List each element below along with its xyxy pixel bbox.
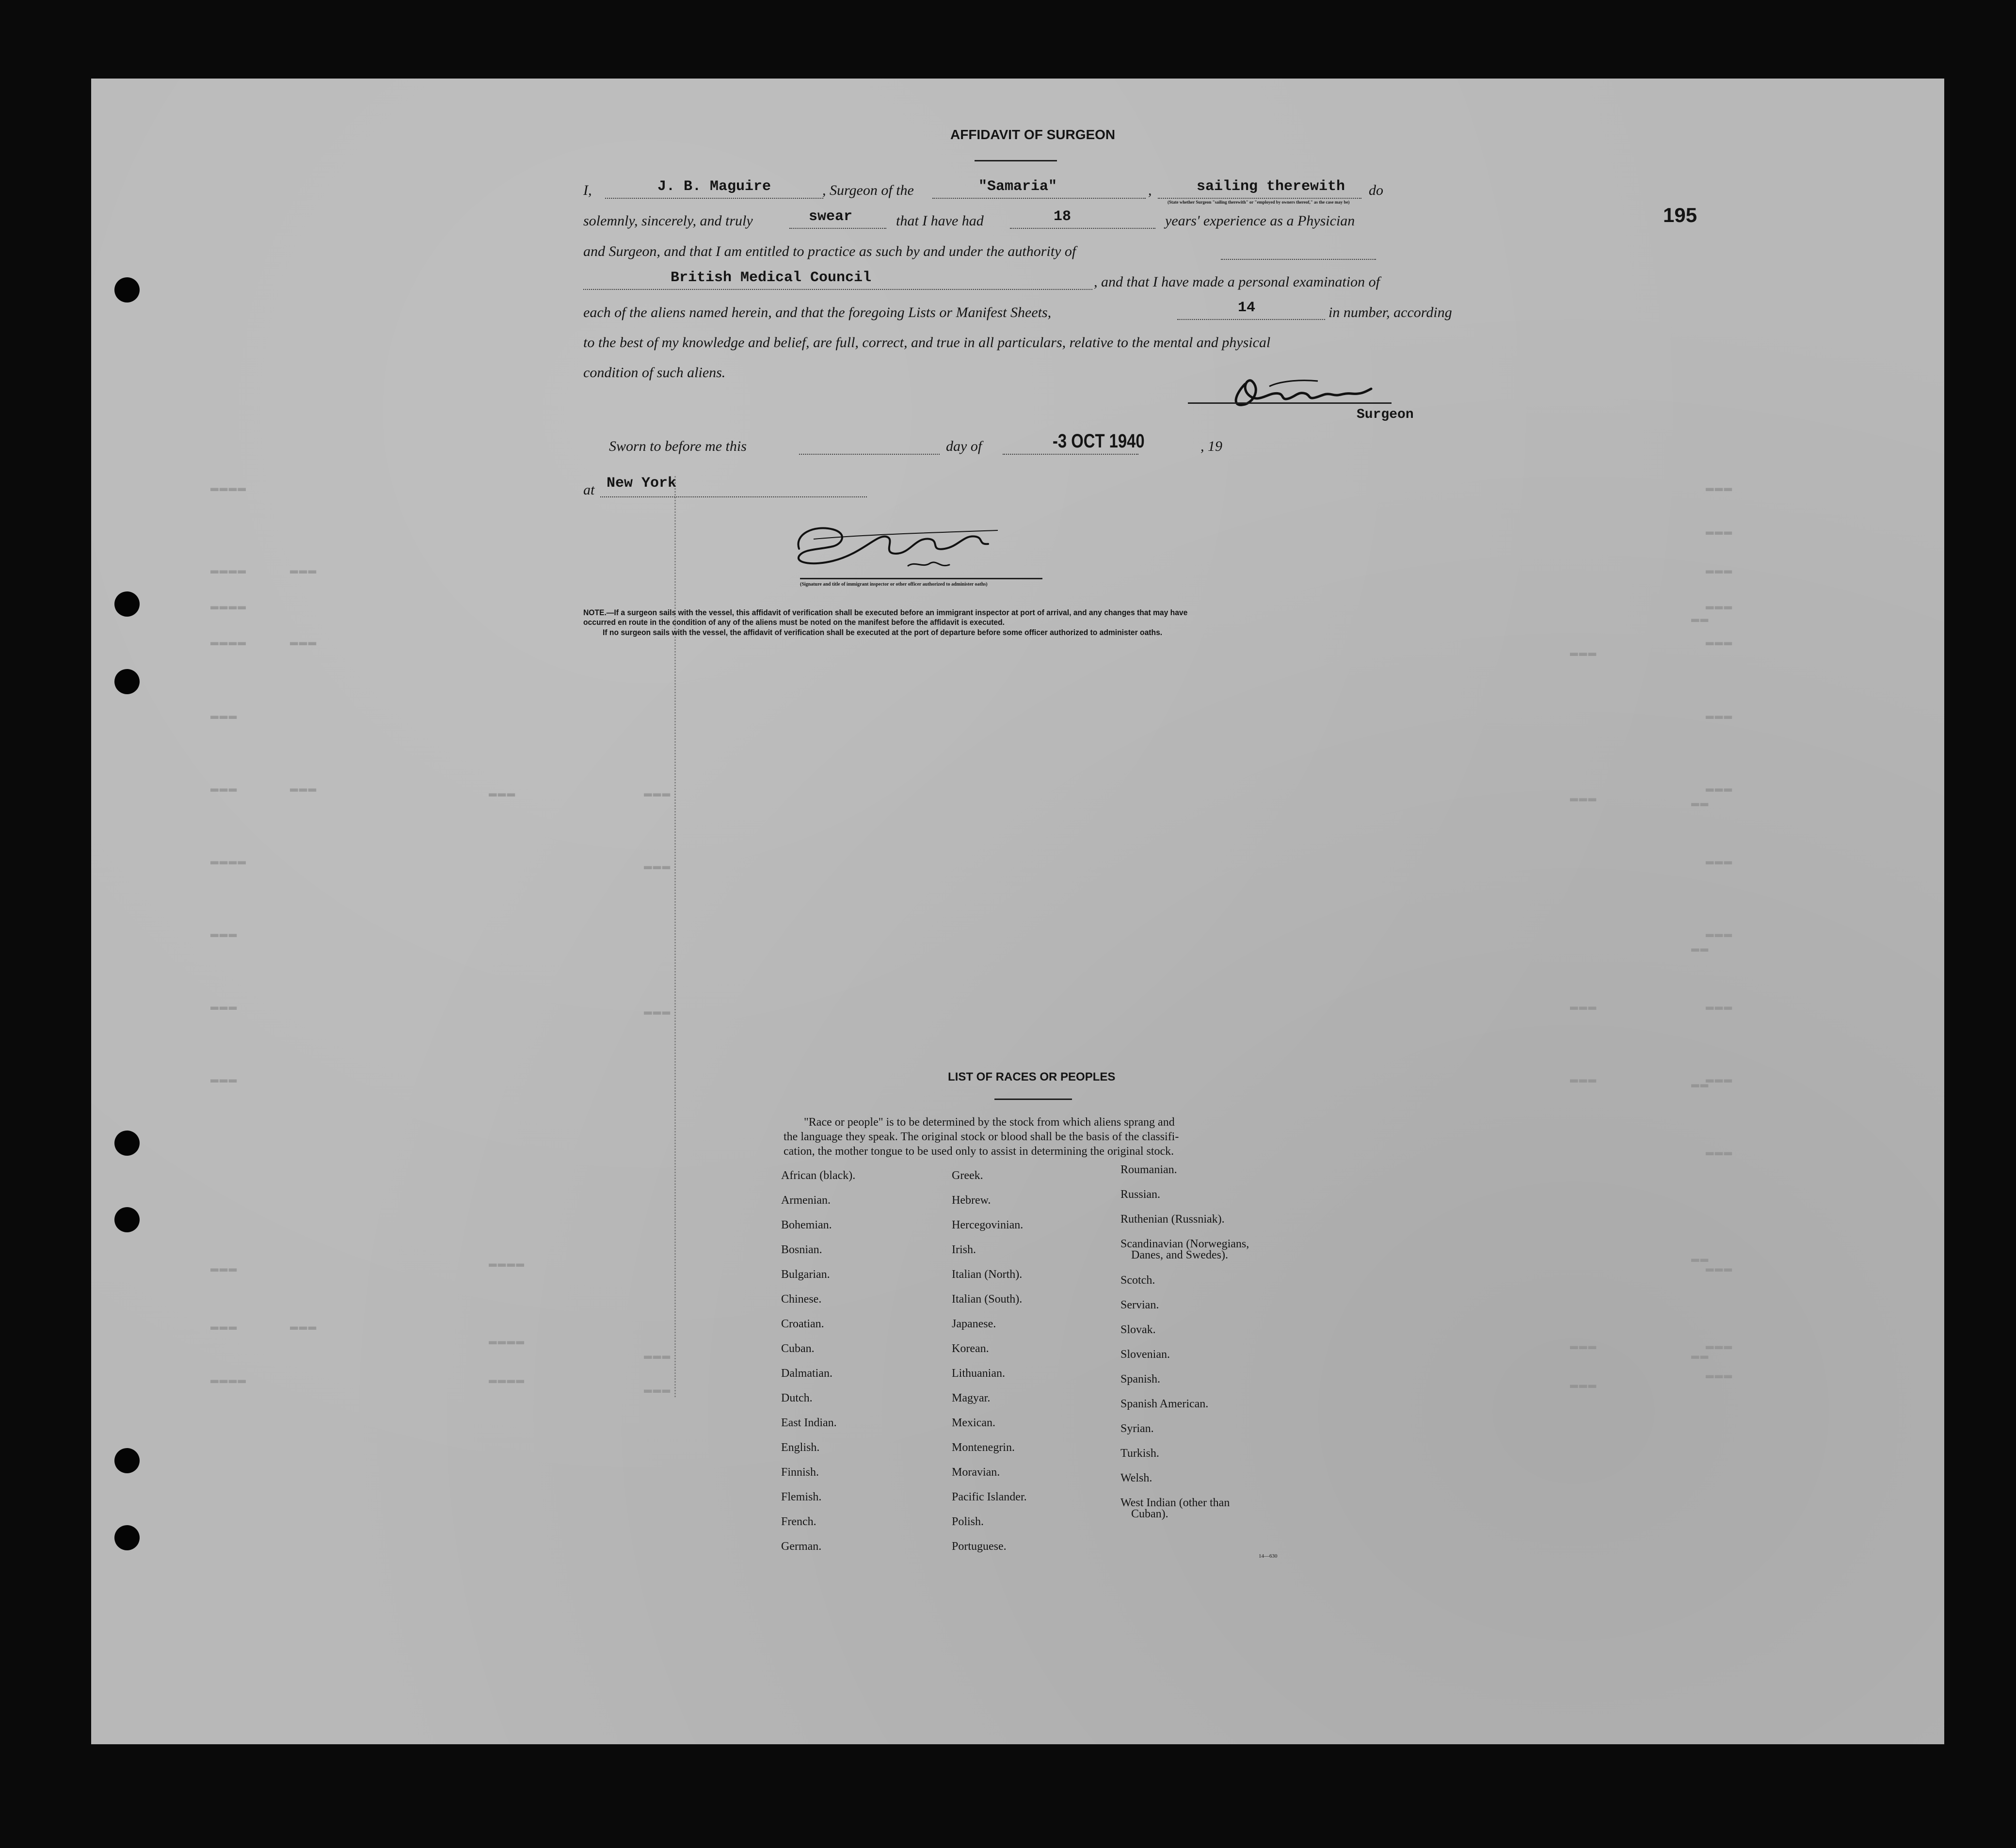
sailing-mode-field: sailing therewith bbox=[1197, 178, 1345, 195]
races-title-rule bbox=[994, 1099, 1072, 1100]
knowledge-statement: to the best of my knowledge and belief, are full, correct, and true in all particulars, relative to the mental and physical bbox=[583, 335, 1271, 350]
race-item: Russian. bbox=[1120, 1188, 1161, 1201]
sworn-label: Sworn to before me this bbox=[609, 438, 747, 454]
race-item: Bosnian. bbox=[781, 1243, 822, 1256]
race-item: Magyar. bbox=[952, 1392, 991, 1404]
race-item: German. bbox=[781, 1540, 822, 1553]
years-field: 18 bbox=[1054, 208, 1072, 225]
race-item: Flemish. bbox=[781, 1491, 822, 1503]
race-item: Welsh. bbox=[1120, 1472, 1152, 1484]
race-item: Polish. bbox=[952, 1515, 984, 1528]
race-item: Pacific Islander. bbox=[952, 1491, 1027, 1503]
race-item: Cuban. bbox=[781, 1342, 815, 1355]
page-number: 195 bbox=[1663, 204, 1697, 226]
surgeon-label: Surgeon bbox=[1357, 407, 1414, 422]
races-intro-line-1: "Race or people" is to be determined by the stock from which aliens sprang and bbox=[804, 1116, 1175, 1129]
race-item: Hebrew. bbox=[952, 1194, 991, 1207]
races-title: LIST OF RACES OR PEOPLES bbox=[948, 1070, 1116, 1083]
race-item: Slovenian. bbox=[1120, 1348, 1170, 1361]
race-item: Syrian. bbox=[1120, 1422, 1154, 1435]
sailing-note: (State whether Surgeon "sailing therewith" or "employed by owners thereof," as the case may be) bbox=[1168, 200, 1350, 205]
race-item: English. bbox=[781, 1441, 820, 1454]
comma-label: , bbox=[1148, 182, 1152, 198]
race-item: African (black). bbox=[781, 1169, 856, 1182]
race-item: Finnish. bbox=[781, 1466, 819, 1479]
surgeon-name-field: J. B. Maguire bbox=[657, 178, 771, 195]
race-item: Chinese. bbox=[781, 1293, 822, 1306]
have-had-label: that I have had bbox=[896, 213, 984, 229]
note-line-2: occurred en route in the condition of any of the aliens must be noted on the manifest before the affidavit is executed. bbox=[583, 618, 1005, 627]
race-item: Cuban). bbox=[1131, 1508, 1168, 1520]
race-item: French. bbox=[781, 1515, 816, 1528]
oath-field: swear bbox=[809, 208, 853, 225]
race-item: Dalmatian. bbox=[781, 1367, 832, 1380]
race-item: Armenian. bbox=[781, 1194, 831, 1207]
official-caption: (Signature and title of immigrant inspector or other officer authorized to administer oaths) bbox=[800, 582, 988, 587]
note-line-1: NOTE.—If a surgeon sails with the vessel, this affidavit of verification shall be executed before an immigrant inspector at port of arrival, and any changes that may have bbox=[583, 608, 1188, 617]
races-intro-line-3: cation, the mother tongue to be used only to assist in determining the original stock. bbox=[784, 1145, 1174, 1158]
in-number-label: in number, according bbox=[1328, 304, 1452, 320]
authority-statement: and Surgeon, and that I am entitled to practice as such by and under the authority of bbox=[583, 243, 1076, 259]
manifest-sheet bbox=[91, 79, 1944, 1744]
surgeon-of-label: , Surgeon of the bbox=[822, 182, 914, 198]
race-item: Irish. bbox=[952, 1243, 976, 1256]
condition-statement: condition of such aliens. bbox=[583, 365, 726, 381]
race-item: Slovak. bbox=[1120, 1323, 1156, 1336]
at-label: at bbox=[583, 482, 595, 498]
race-item: Dutch. bbox=[781, 1392, 813, 1404]
races-column-2 bbox=[952, 1163, 1027, 1559]
race-item: East Indian. bbox=[781, 1417, 837, 1429]
bleed-through-texture: ▬▬▬▬ ▬▬▬▬ ▬▬▬▬ ▬▬▬▬ ▬▬▬ ▬▬▬ ▬▬▬▬ ▬▬▬ ▬▬▬ ▬▬▬ ▬▬▬ ▬▬▬ ▬▬▬▬ ▬▬▬ ▬▬▬ ▬▬▬ ▬▬▬ ▬▬▬ ▬▬▬▬ ▬▬▬▬ ▬▬▬▬ ▬▬▬ ▬▬▬ ▬▬▬ ▬▬▬ ▬▬▬ ▬▬▬ ▬▬▬ ▬▬▬ ▬▬▬ ▬▬▬ ▬▬▬ ▬▬ ▬▬ ▬▬ ▬▬ ▬▬ ▬▬ ▬▬▬ ▬▬▬ ▬▬▬ ▬▬▬ ▬▬▬ ▬▬▬ ▬▬▬ ▬▬▬ ▬▬▬ ▬▬▬ ▬▬▬ ▬▬▬ ▬▬▬ ▬▬▬ ▬▬▬ bbox=[91, 79, 1944, 1744]
race-item: Italian (South). bbox=[952, 1293, 1023, 1306]
race-item: Portuguese. bbox=[952, 1540, 1007, 1553]
solemnly-label: solemnly, sincerely, and truly bbox=[583, 213, 753, 229]
day-of-label: day of bbox=[946, 438, 982, 454]
race-item: Bulgarian. bbox=[781, 1268, 830, 1281]
races-intro-line-2: the language they speak. The original stock or blood shall be the basis of the classifi- bbox=[784, 1131, 1179, 1143]
race-item: Bohemian. bbox=[781, 1219, 832, 1231]
authority-field: British Medical Council bbox=[671, 270, 872, 286]
race-item: Korean. bbox=[952, 1342, 989, 1355]
nineteen-label: , 19 bbox=[1200, 438, 1222, 454]
race-item: Lithuanian. bbox=[952, 1367, 1005, 1380]
ship-name-field: "Samaria" bbox=[978, 178, 1057, 195]
race-item: Italian (North). bbox=[952, 1268, 1023, 1281]
surgeon-signature-line bbox=[1188, 402, 1392, 404]
race-item: Mexican. bbox=[952, 1417, 995, 1429]
race-item: Montenegrin. bbox=[952, 1441, 1015, 1454]
date-stamp: -3 OCT 1940 bbox=[1053, 430, 1145, 452]
race-item: Danes, and Swedes). bbox=[1131, 1249, 1228, 1261]
race-item: Hercegovinian. bbox=[952, 1219, 1024, 1231]
title-rule bbox=[975, 160, 1057, 161]
affidavit-i: I, bbox=[583, 182, 592, 198]
form-number: 14—630 bbox=[1259, 1553, 1278, 1559]
race-item: Scotch. bbox=[1120, 1274, 1155, 1287]
race-item: Moravian. bbox=[952, 1466, 1000, 1479]
race-item: Scandinavian (Norwegians, bbox=[1120, 1238, 1249, 1250]
races-column-1 bbox=[781, 1163, 855, 1559]
official-signature-line bbox=[800, 578, 1042, 579]
do-label: do bbox=[1369, 182, 1383, 198]
affidavit-title: AFFIDAVIT OF SURGEON bbox=[950, 127, 1116, 142]
race-item: Spanish. bbox=[1120, 1373, 1161, 1386]
race-item: West Indian (other than bbox=[1120, 1497, 1230, 1509]
sheets-count-field: 14 bbox=[1238, 300, 1256, 316]
race-item: Japanese. bbox=[952, 1318, 996, 1330]
race-item: Servian. bbox=[1120, 1299, 1159, 1311]
manifest-sheets-label: each of the aliens named herein, and that the foregoing Lists or Manifest Sheets, bbox=[583, 304, 1052, 320]
race-item: Ruthenian (Russniak). bbox=[1120, 1213, 1225, 1226]
experience-label: years' experience as a Physician bbox=[1165, 213, 1355, 229]
race-item: Croatian. bbox=[781, 1318, 824, 1330]
official-signature bbox=[784, 515, 1027, 578]
race-item: Roumanian. bbox=[1120, 1163, 1177, 1176]
race-item: Greek. bbox=[952, 1169, 983, 1182]
race-item: Turkish. bbox=[1120, 1447, 1159, 1460]
race-item: Spanish American. bbox=[1120, 1398, 1209, 1410]
note-line-3: If no surgeon sails with the vessel, the affidavit of verification shall be executed at the port of departure before some officer authorized to administer oaths. bbox=[603, 628, 1163, 637]
place-field: New York bbox=[607, 475, 677, 492]
examination-label: , and that I have made a personal examination of bbox=[1094, 274, 1380, 290]
